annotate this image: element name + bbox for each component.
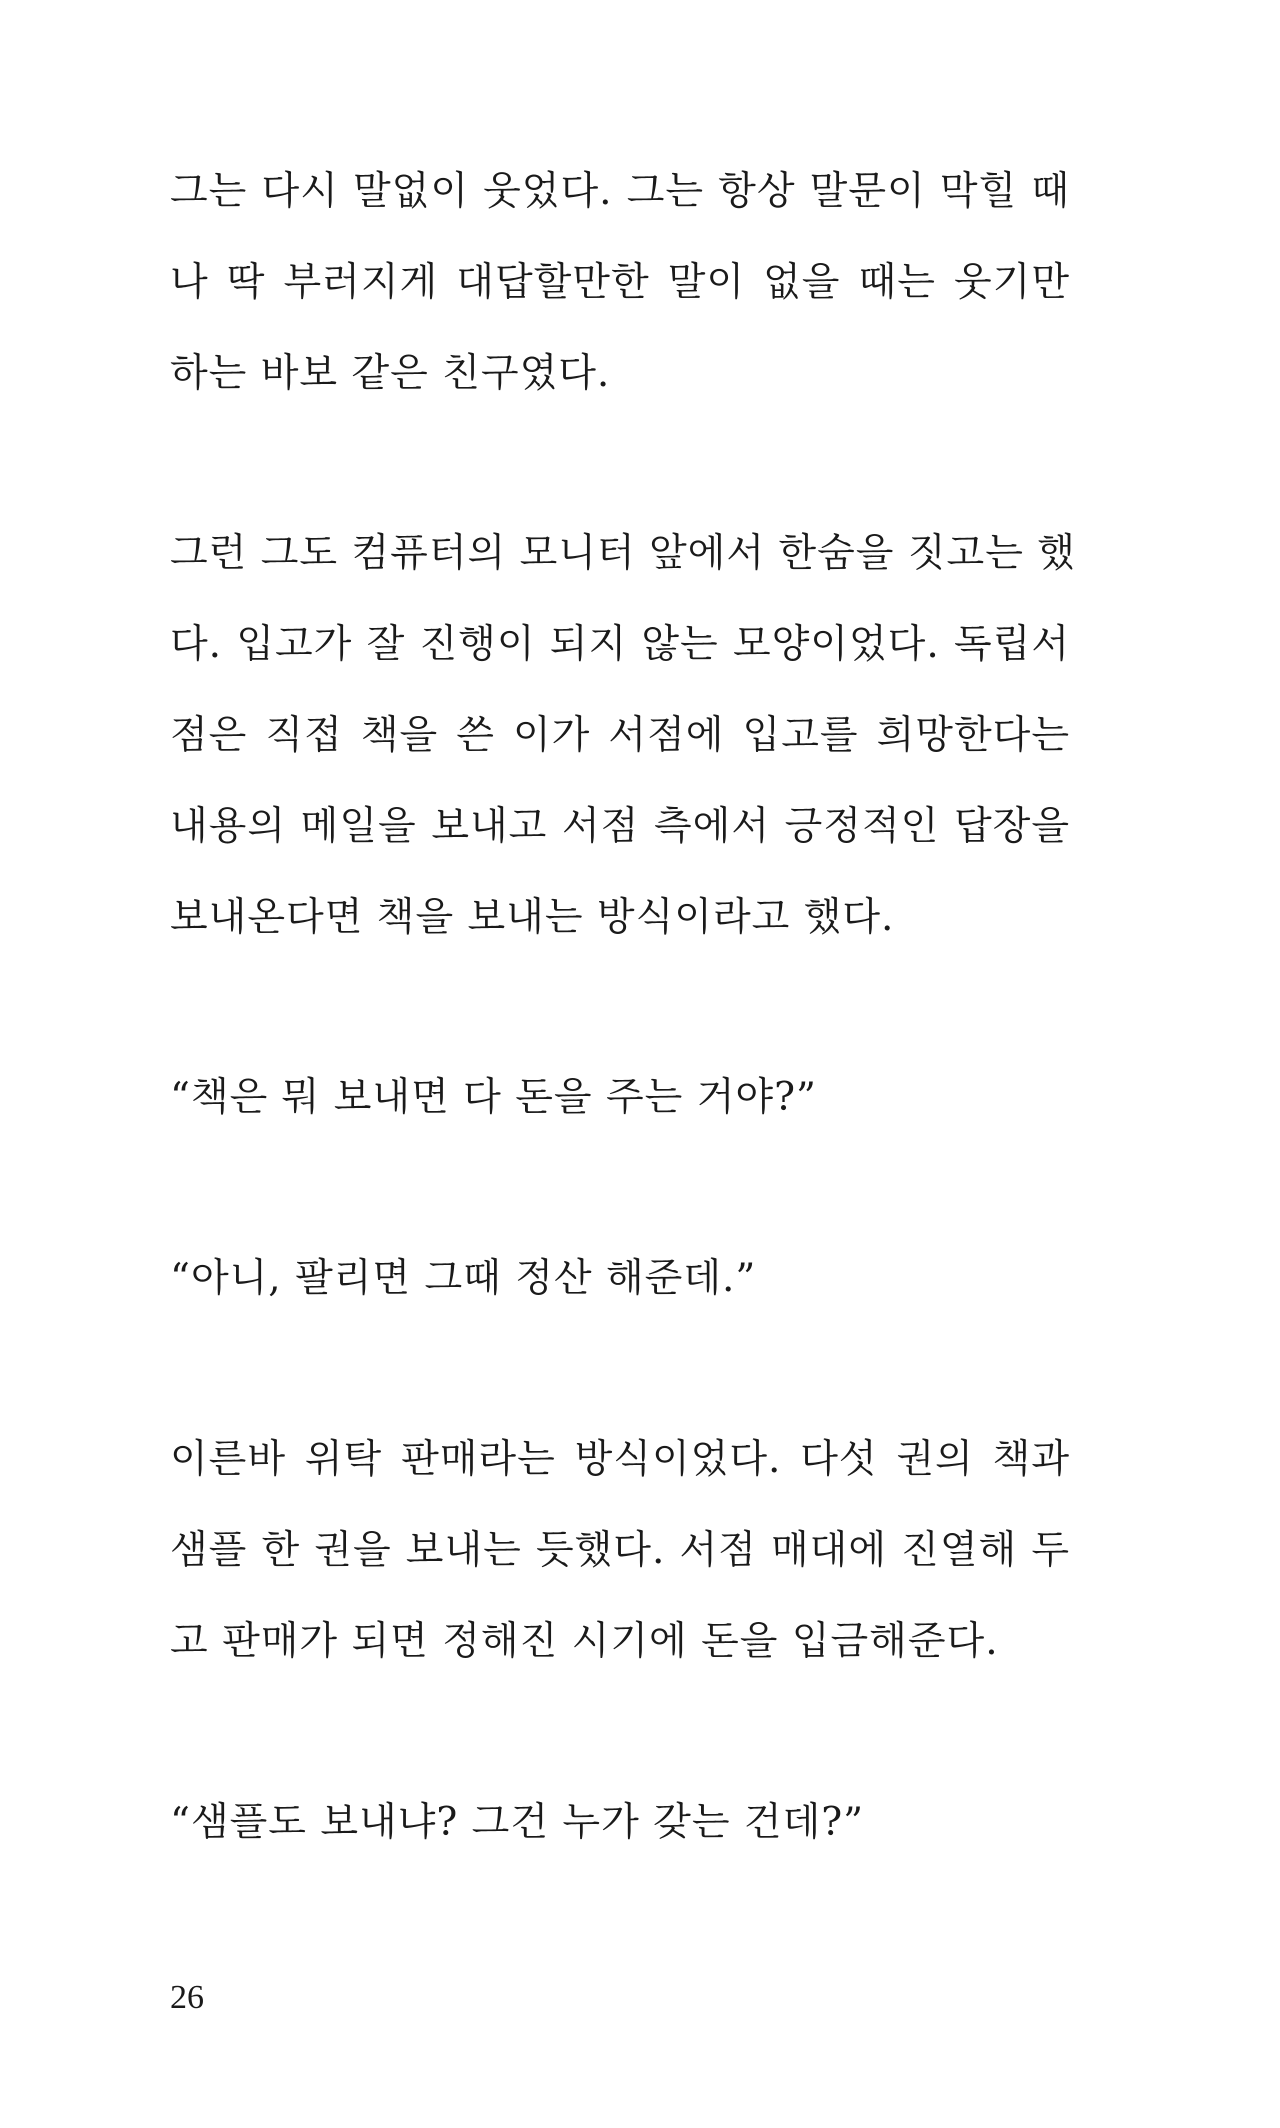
paragraph-2-line-2: 다. 입고가 잘 진행이 되지 않는 모양이었다. 독립서 (170, 622, 1070, 667)
dialogue-line-3: “샘플도 보내냐? 그건 누가 갖는 건데?” (170, 1800, 865, 1845)
paragraph-2-line-1: 그런 그도 컴퓨터의 모니터 앞에서 한숨을 짓고는 했 (170, 531, 1076, 576)
paragraph-5-line-2: 샘플 한 권을 보내는 듯했다. 서점 매대에 진열해 두 (170, 1528, 1070, 1573)
paragraph-5 (170, 1414, 1070, 1687)
paragraph-1 (170, 146, 1070, 419)
paragraph-6 (170, 1777, 1070, 1868)
paragraph-5-line-1: 이른바 위탁 판매라는 방식이었다. 다섯 권의 책과 (170, 1437, 1070, 1482)
paragraph-4-text (170, 1233, 1070, 1324)
paragraph-1-text (170, 146, 1070, 419)
page-number: 26 (170, 1979, 204, 2016)
paragraph-1-line-1: 그는 다시 말없이 웃었다. 그는 항상 말문이 막힐 때 (170, 169, 1070, 214)
paragraph-2 (170, 508, 1076, 963)
paragraph-6-text (170, 1777, 1070, 1868)
paragraph-1-line-3: 하는 바보 같은 친구였다. (170, 351, 611, 396)
paragraph-4 (170, 1233, 1070, 1324)
paragraph-1-line-2: 나 딱 부러지게 대답할만한 말이 없을 때는 웃기만 (170, 260, 1070, 305)
paragraph-5-text (170, 1414, 1070, 1687)
dialogue-line-2: “아니, 팔리면 그때 정산 해준데.” (170, 1256, 757, 1301)
paragraph-2-line-3: 점은 직접 책을 쓴 이가 서점에 입고를 희망한다는 (170, 713, 1070, 758)
dialogue-line-1: “책은 뭐 보내면 다 돈을 주는 거야?” (170, 1075, 817, 1120)
paragraph-2-text (170, 508, 1076, 963)
paragraph-2-line-5: 보내온다면 책을 보내는 방식이라고 했다. (170, 895, 895, 940)
paragraph-2-line-4: 내용의 메일을 보내고 서점 측에서 긍정적인 답장을 (170, 804, 1070, 849)
paragraph-3 (170, 1052, 1070, 1143)
paragraph-3-text (170, 1052, 1070, 1143)
paragraph-5-line-3: 고 판매가 되면 정해진 시기에 돈을 입금해준다. (170, 1619, 999, 1664)
